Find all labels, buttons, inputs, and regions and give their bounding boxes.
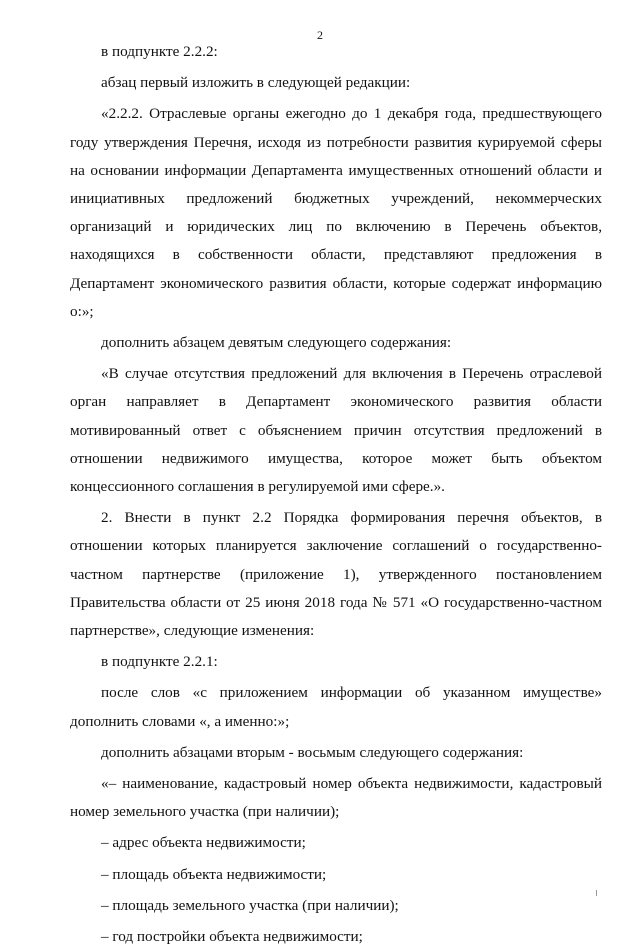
list-item-year-built: – год постройки объекта недвижимости; [101, 928, 363, 946]
paragraph-3: «2.2.2. Отраслевые органы ежегодно до 1 декабря года, предшествующего году утверждения Перечня, исходя из потребности развития курируемой сферы на основании информации Департамента имущественных отношений области и инициативных предложений бюджетных учреждений, некоммерческих организаций и юридических лиц по включению в Перечень объектов, находящихся в собственности области, представляют предложения в Департамент экономического развития области, которые содержат информацию о:»; [70, 105, 602, 320]
paragraph-4: дополнить абзацем девятым следующего содержания: [101, 334, 452, 352]
paragraph-8: после слов «с приложением информации об указанном имуществе» дополнить словами «, а именно:»; [70, 684, 602, 730]
paragraph-7: в подпункте 2.2.1: [101, 653, 218, 671]
scan-mark [596, 890, 597, 896]
paragraph-2: абзац первый изложить в следующей редакции: [101, 74, 411, 92]
paragraph-9: дополнить абзацами вторым - восьмым следующего содержания: [101, 743, 524, 761]
paragraph-6: 2. Внести в пункт 2.2 Порядка формирования перечня объектов, в отношении которых планируется заключение соглашений о государственно-частном партнерстве (приложение 1), утвержденного постановлением Правительства области от 25 июня 2018 года № 571 «О государственно-частном партнерстве», следующие изменения: [70, 509, 602, 640]
paragraph-5: «В случае отсутствия предложений для включения в Перечень отраслевой орган направляет в Департамент экономического развития области мотивированный ответ с объяснением причин отсутствия предложений в отношении недвижимого имущества, которое может быть объектом концессионного соглашения в регулируемой ими сфере.». [70, 365, 602, 496]
paragraph-10: «– наименование, кадастровый номер объекта недвижимости, кадастровый номер земельного участка (при наличии); [70, 775, 602, 821]
document-body [70, 38, 602, 951]
paragraph-1: в подпункте 2.2.2: [101, 43, 218, 60]
list-item-area: – площадь объекта недвижимости; [101, 865, 327, 883]
list-item-address: – адрес объекта недвижимости; [101, 834, 306, 852]
page-number: 2 [317, 28, 323, 42]
list-item-land-area: – площадь земельного участка (при наличии); [101, 896, 399, 914]
